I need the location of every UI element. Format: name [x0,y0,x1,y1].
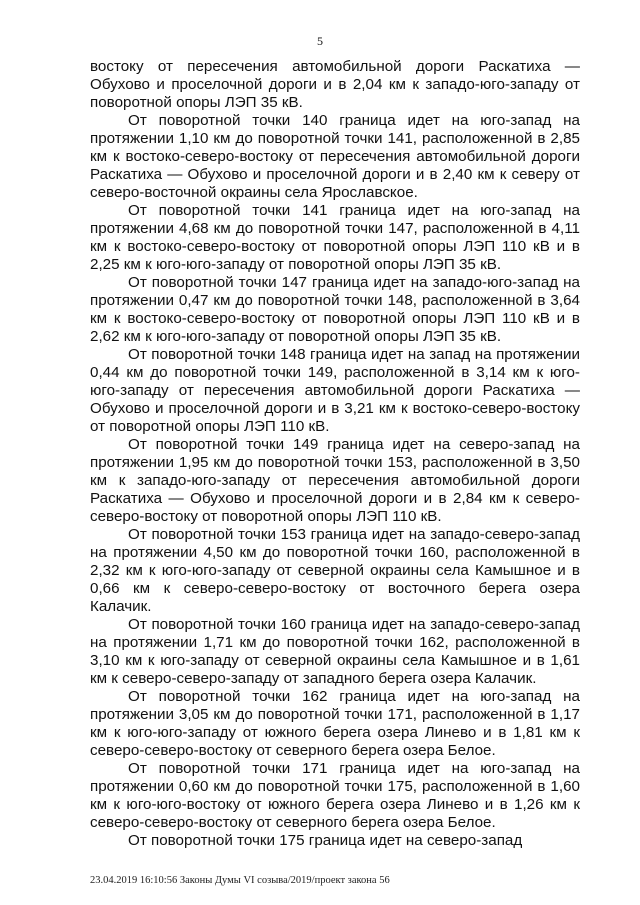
paragraph: От поворотной точки 171 граница идет на юго-запад на протяжении 0,60 км до поворотной точки 175, расположенной в 1,60 км к юго-юго-востоку от южного берега озера Линево и в 1,26 км к северо-северо-востоку от северного берега озера Белое. [90,760,580,831]
paragraph: От поворотной точки 148 граница идет на запад на протяжении 0,44 км до поворотной точки 149, расположенной в 3,14 км к юго-юго-западу от пересечения автомобильной дороги Раскатиха — Обухово и проселочной дороги и в 3,21 км к востоко-северо-востоку от поворотной опоры ЛЭП 110 кВ. [90,346,580,435]
paragraph: От поворотной точки 149 граница идет на северо-запад на протяжении 1,95 км до поворотной точки 153, расположенной в 3,50 км к западо-юго-западу от пересечения автомобильной дороги Раскатиха — Обухово и проселочной дороги и в 2,84 км к северо-северо-востоку от поворотной опоры ЛЭП 110 кВ. [90,436,580,525]
page-number: 5 [317,34,323,48]
paragraph: От поворотной точки 140 граница идет на юго-запад на протяжении 1,10 км до поворотной точки 141, расположенной в 2,85 км к востоко-северо-востоку от пересечения автомобильной дороги Раскатиха — Обухово и проселочной дороги и в 2,40 км к северу от северо-восточной окраины села Ярославское. [90,112,580,201]
paragraph: От поворотной точки 147 граница идет на западо-юго-запад на протяжении 0,47 км до поворотной точки 148, расположенной в 3,64 км к востоко-северо-востоку от поворотной опоры ЛЭП 110 кВ и в 2,62 км к юго-юго-западу от поворотной опоры ЛЭП 35 кВ. [90,274,580,345]
paragraph: От поворотной точки 160 граница идет на западо-северо-запад на протяжении 1,71 км до поворотной точки 162, расположенной в 3,10 км к юго-западу от северной окраины села Камышное и в 1,61 км к северо-северо-западу от западного берега озера Калачик. [90,616,580,687]
paragraph: От поворотной точки 141 граница идет на юго-запад на протяжении 4,68 км до поворотной точки 147, расположенной в 4,11 км к востоко-северо-востоку от поворотной опоры ЛЭП 110 кВ и в 2,25 км к юго-юго-западу от поворотной опоры ЛЭП 35 кВ. [90,202,580,273]
paragraph: От поворотной точки 175 граница идет на северо-запад [128,832,523,849]
document-body [90,58,580,850]
document-footer: 23.04.2019 16:10:56 Законы Думы VI созыва/2019/проект закона 56 [90,875,390,886]
paragraph: От поворотной точки 162 граница идет на юго-запад на протяжении 3,05 км до поворотной точки 171, расположенной в 1,17 км к юго-юго-западу от южного берега озера Линево и в 1,81 км к северо-северо-востоку от северного берега озера Белое. [90,688,580,759]
paragraph: От поворотной точки 153 граница идет на западо-северо-запад на протяжении 4,50 км до поворотной точки 160, расположенной в 2,32 км к юго-юго-западу от северной окраины села Камышное и в 0,66 км к северо-северо-востоку от восточного берега озера Калачик. [90,526,580,615]
paragraph: востоку от пересечения автомобильной дороги Раскатиха — Обухово и проселочной дороги и в 2,04 км к западо-юго-западу от поворотной опоры ЛЭП 35 кВ. [90,58,580,111]
